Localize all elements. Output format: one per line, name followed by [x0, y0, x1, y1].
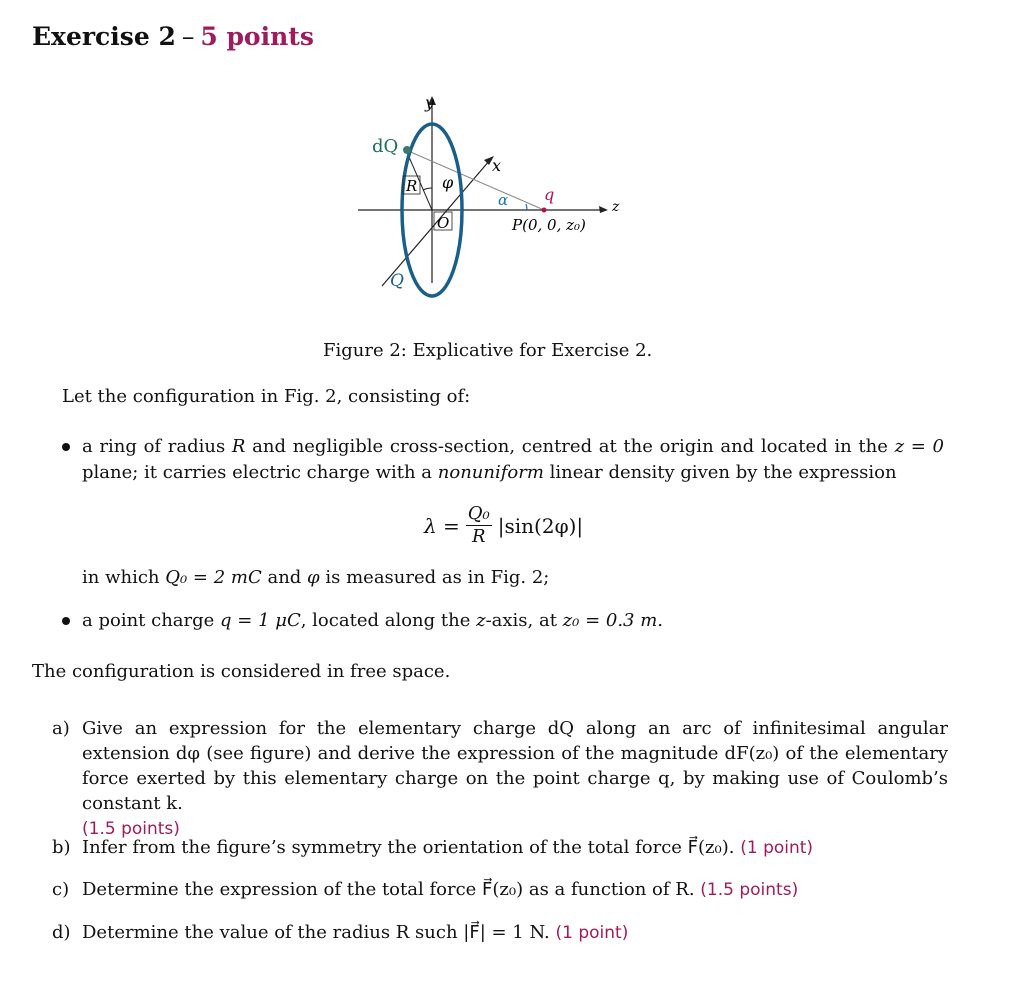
origin-label: O	[437, 214, 450, 232]
af-text-b: and	[261, 567, 308, 588]
b1-emph: nonuniform	[437, 462, 544, 483]
question-d-label: d)	[52, 922, 71, 943]
figure-caption: Figure 2: Explicative for Exercise 2.	[323, 340, 653, 361]
question-a-points: (1.5 points)	[82, 819, 180, 839]
question-c	[52, 877, 948, 903]
formula-fraction	[466, 503, 492, 548]
b2-text-a: a point charge	[82, 610, 221, 631]
question-c-label: c)	[52, 879, 70, 900]
dq-label: dQ	[372, 136, 399, 157]
x-axis	[382, 160, 490, 286]
question-d-text: Determine the value of the radius R such |F⃗| = 1 N.	[82, 922, 550, 943]
question-a-text: Give an expression for the elementary charge dQ along an arc of infinitesimal angular extension dφ (see figure) and derive the expression of the magnitude dF(z₀) of the elementary force exerted by this elementary charge on the point charge q, by making use of Coulomb’s constant k.	[82, 718, 948, 814]
question-a	[52, 716, 948, 842]
ring-figure	[350, 88, 640, 308]
formula-numerator: Q₀	[467, 503, 490, 524]
density-formula	[424, 503, 583, 548]
b1-text-b: and negligible cross-section, centred at the origin and located in the	[245, 436, 895, 457]
alpha-label: α	[498, 191, 509, 209]
p-label: P(0, 0, z₀)	[512, 216, 586, 234]
question-d	[52, 920, 948, 946]
q-label: q	[544, 185, 555, 204]
af-text-a: in which	[82, 567, 166, 588]
y-label: y	[425, 93, 435, 112]
phi-label: φ	[442, 173, 454, 192]
dq-element	[403, 146, 411, 154]
dq-to-p-line	[406, 150, 544, 210]
b2-z0: z₀ = 0.3 m.	[562, 610, 664, 631]
phi-arc	[423, 188, 432, 190]
r-label: R	[406, 177, 418, 195]
bullet-dot	[62, 617, 70, 625]
question-b-label: b)	[52, 837, 71, 858]
bullet-point-charge	[62, 608, 944, 634]
question-b-text: Infer from the figure’s symmetry the orientation of the total force F⃗(z₀).	[82, 837, 735, 858]
b2-axis: z	[476, 610, 486, 631]
x-label: x	[492, 156, 502, 175]
b1-r: R	[231, 436, 246, 457]
exercise-title	[32, 22, 314, 51]
free-space-text: The configuration is considered in free space.	[32, 661, 451, 682]
b2-text-c: -axis, at	[485, 610, 563, 631]
intro-text: Let the configuration in Fig. 2, consisting of:	[62, 386, 471, 407]
af-text-c: is measured as in Fig. 2;	[319, 567, 550, 588]
formula-denominator: R	[472, 526, 486, 547]
question-c-text: Determine the expression of the total force F⃗(z₀) as a function of R.	[82, 879, 695, 900]
title-dash: –	[181, 22, 195, 51]
after-formula-text	[82, 565, 549, 591]
question-a-label: a)	[52, 718, 70, 739]
af-phi: φ	[307, 567, 320, 588]
formula-rest: |sin(2φ)|	[497, 513, 584, 538]
b1-text-d: linear density given by the expression	[543, 462, 897, 483]
ring-charge-label: Q	[390, 271, 404, 291]
alpha-arc	[526, 204, 527, 210]
exercise-points: 5 points	[200, 22, 314, 51]
b1-plane: z = 0	[894, 436, 944, 457]
z-axis-arrow	[599, 206, 608, 213]
b1-text-c: plane; it carries electric charge with a	[82, 462, 438, 483]
af-q0: Q₀ = 2 mC	[165, 567, 262, 588]
b1-text-a: a ring of radius	[82, 436, 232, 457]
question-b-points: (1 point)	[740, 838, 814, 858]
bullet-ring	[62, 434, 944, 486]
b2-q: q = 1 μC	[220, 610, 301, 631]
bullet-dot	[62, 443, 70, 451]
point-charge-p	[542, 208, 547, 213]
question-c-points: (1.5 points)	[700, 880, 799, 900]
exercise-label: Exercise 2	[32, 22, 176, 51]
question-d-points: (1 point)	[555, 923, 629, 943]
formula-lambda: λ =	[424, 513, 460, 538]
z-label: z	[612, 199, 620, 215]
question-b	[52, 835, 948, 861]
b2-text-b: , located along the	[300, 610, 477, 631]
